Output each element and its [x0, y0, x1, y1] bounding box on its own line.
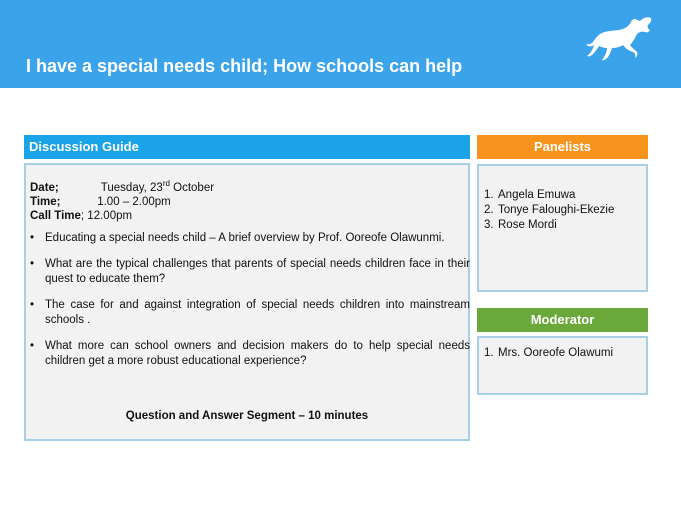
bullet-icon: •	[30, 299, 35, 311]
horse-icon	[585, 14, 653, 64]
page-title: I have a special needs child; How schools can help	[26, 56, 463, 76]
list-item: 3. Rose Mordi	[484, 219, 557, 231]
discussion-topics	[30, 231, 470, 369]
date-value: Tuesday, 23rd October	[100, 179, 215, 194]
list-item: • What more can school owners and decision makers do to help special needs children get a more robust educational experience?	[30, 340, 470, 367]
moderator-box	[477, 336, 648, 395]
moderator-heading: Moderator	[477, 308, 648, 332]
bullet-icon: •	[30, 232, 35, 244]
list-item: 1. Mrs. Ooreofe Olawumi	[484, 347, 614, 359]
panelists-box	[477, 164, 648, 292]
time-value: 1.00 – 2.00pm	[97, 196, 171, 208]
panelists-list	[479, 166, 646, 233]
list-item: 1. Angela Emuwa	[484, 189, 576, 201]
time-label: Time;	[30, 196, 61, 208]
bullet-icon: •	[30, 340, 35, 352]
list-item: • The case for and against integration of special needs children into mainstream schools .	[30, 299, 470, 326]
list-item: • Educating a special needs child – A brief overview by Prof. Ooreofe Olawunmi.	[30, 232, 445, 244]
bullet-icon: •	[30, 258, 35, 270]
call-time-label: Call Time	[30, 210, 81, 222]
list-item: 2. Tonye Faloughi-Ekezie	[484, 204, 615, 216]
date-row	[30, 181, 468, 195]
discussion-guide-box	[24, 163, 470, 441]
panelists-heading: Panelists	[477, 135, 648, 159]
list-item: • What are the typical challenges that parents of special needs children face in their quest to educate them?	[30, 258, 470, 285]
header-banner	[0, 0, 681, 88]
call-time-row	[30, 209, 468, 223]
date-label: Date;	[30, 182, 59, 194]
moderator-list	[479, 338, 646, 361]
discussion-guide-heading: Discussion Guide	[24, 135, 470, 159]
call-time-value: ; 12.00pm	[80, 210, 133, 222]
qa-segment-note: Question and Answer Segment – 10 minutes	[125, 410, 369, 422]
time-row	[30, 195, 468, 209]
